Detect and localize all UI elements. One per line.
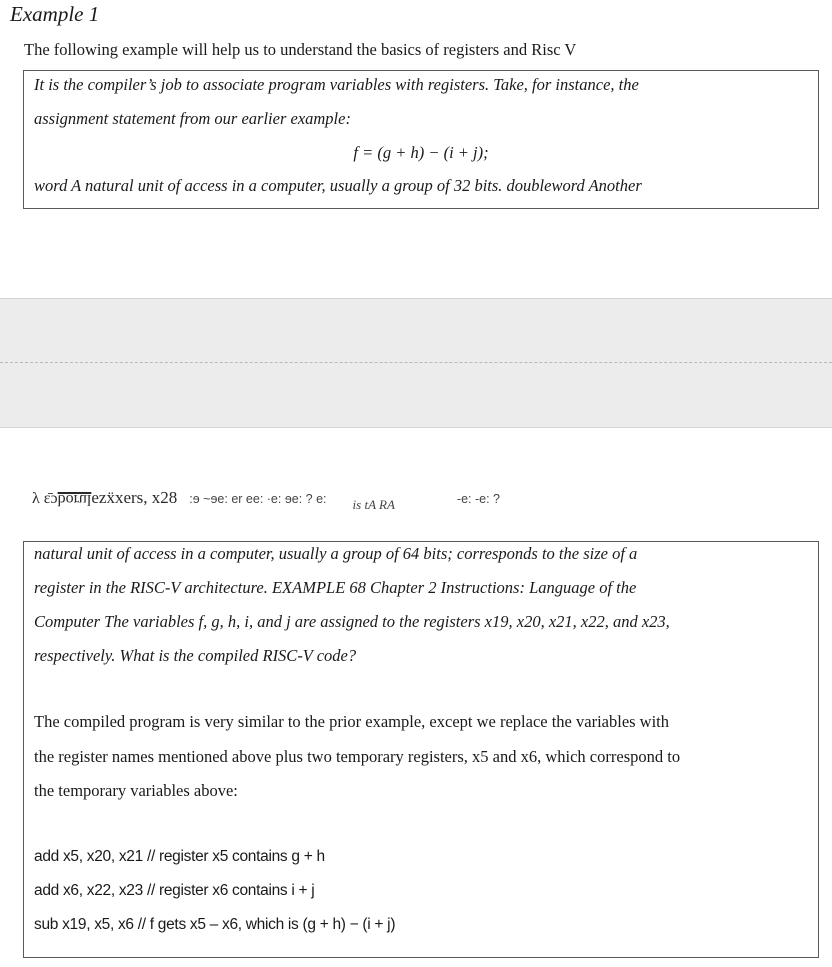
formula: f = (g + h) − (i + j); — [353, 143, 489, 162]
garbled-fragment-1: λ ɛ̄ɔ — [32, 490, 58, 507]
garbled-fragment-3: ezẍxers, x28 — [91, 488, 178, 507]
code-line-2: add x6, x22, x23 // register x6 contains i + j — [34, 882, 315, 899]
code-line-1: add x5, x20, x21 // register x5 contains g + h — [34, 848, 325, 865]
answer-line-1: The compiled program is very similar to the prior example, except we replace the variables with — [34, 712, 670, 731]
question-answer-box — [23, 541, 819, 958]
dashed-divider — [0, 362, 832, 363]
quote-line-1: It is the compiler’s job to associate program variables with registers. Take, for instance, the — [34, 75, 639, 94]
garbled-fragment-6: -e: -e: ? — [456, 492, 500, 506]
garbled-fragment-2: borul — [57, 491, 92, 508]
answer-line-3: the temporary variables above: — [34, 781, 238, 800]
code-line-3: sub x19, x5, x6 // f gets x5 – x6, which is (g + h) − (i + j) — [34, 916, 396, 933]
garbled-fragment-4: :ɘ ~ɘe: er ee: ·e: ɘe: ? e: — [189, 492, 327, 506]
intro-text: The following example will help us to understand the basics of registers and Risc V — [24, 40, 577, 59]
answer-line-2: the register names mentioned above plus two temporary registers, x5 and x6, which correspond to — [34, 747, 681, 766]
garbled-text-line — [32, 488, 500, 512]
page-title: Example 1 — [10, 2, 100, 26]
question-line-3: Computer The variables f, g, h, i, and j are assigned to the registers x19, x20, x21, x22, and x23, — [34, 612, 670, 631]
quote-line-2: assignment statement from our earlier example: — [34, 109, 351, 128]
gray-band — [0, 298, 832, 428]
garbled-fragment-5: is tA RA — [352, 497, 395, 512]
question-line-1: natural unit of access in a computer, usually a group of 64 bits; corresponds to the size of a — [34, 544, 638, 563]
question-line-2: register in the RISC-V architecture. EXAMPLE 68 Chapter 2 Instructions: Language of the — [34, 578, 637, 597]
quote-line-3: word A natural unit of access in a computer, usually a group of 32 bits. doubleword Another — [34, 176, 642, 195]
quote-box — [23, 70, 819, 209]
question-line-4: respectively. What is the compiled RISC-V code? — [34, 646, 357, 665]
